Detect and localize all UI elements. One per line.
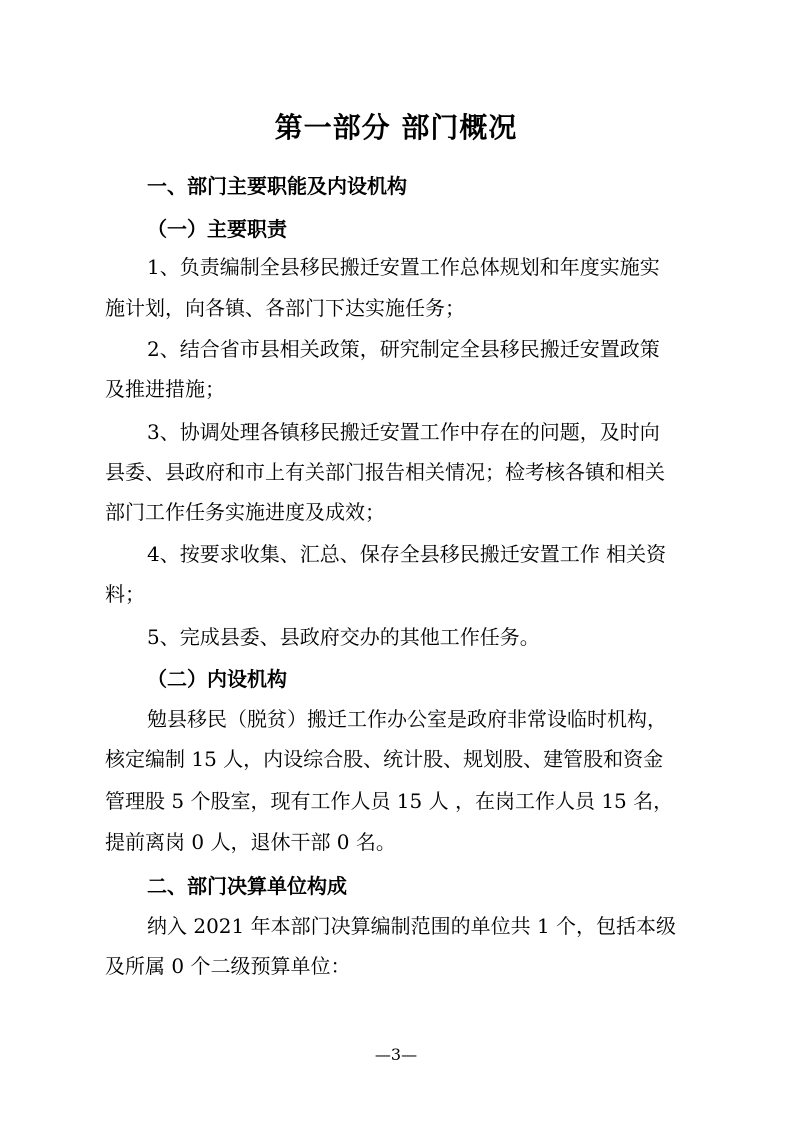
page-number: —3— — [374, 1045, 418, 1064]
duty-item-4-line-2: 料； — [105, 582, 145, 606]
org-paragraph-line-4: 提前离岗 0 人，退休干部 0 名。 — [105, 830, 396, 854]
section1-sub1-heading: （一）主要职责 — [147, 217, 287, 241]
duty-item-3-line-3: 部门工作任务实施进度及成效； — [105, 500, 385, 524]
duty-item-2-line-2: 及推进措施； — [105, 377, 225, 401]
duty-item-3-line-2: 县委、县政府和市上有关部门报告相关情况；检考核各镇和相关 — [105, 460, 665, 484]
org-paragraph-line-1: 勉县移民（脱贫）搬迁工作办公室是政府非常设临时机构， — [147, 707, 667, 731]
duty-item-4-line-1: 4、按要求收集、汇总、保存全县移民搬迁安置工作 相关资 — [147, 542, 667, 566]
section2-line-1: 纳入 2021 年本部门决算编制范围的单位共 1 个，包括本级 — [147, 914, 677, 938]
org-paragraph-line-2: 核定编制 15 人，内设综合股、统计股、规划股、建管股和资金 — [105, 747, 664, 771]
section1-heading: 一、部门主要职能及内设机构 — [147, 174, 407, 198]
duty-item-5-line-1: 5、完成县委、县政府交办的其他工作任务。 — [147, 625, 540, 649]
org-paragraph-line-3: 管理股 5 个股室，现有工作人员 15 人 ，在岗工作人员 15 名， — [105, 789, 674, 813]
duty-item-3-line-1: 3、协调处理各镇移民搬迁安置工作中存在的问题，及时向 — [147, 420, 660, 444]
section2-heading: 二、部门决算单位构成 — [147, 874, 347, 898]
section1-sub2-heading: （二）内设机构 — [147, 667, 287, 691]
section2-line-2: 及所属 0 个二级预算单位： — [105, 954, 351, 978]
duty-item-2-line-1: 2、结合省市县相关政策，研究制定全县移民搬迁安置政策 — [147, 337, 660, 361]
duty-item-1-line-2: 施计划，向各镇、各部门下达实施任务； — [105, 296, 465, 320]
duty-item-1-line-1: 1、负责编制全县移民搬迁安置工作总体规划和年度实施实 — [147, 255, 660, 279]
page-title: 第一部分 部门概况 — [274, 111, 518, 144]
